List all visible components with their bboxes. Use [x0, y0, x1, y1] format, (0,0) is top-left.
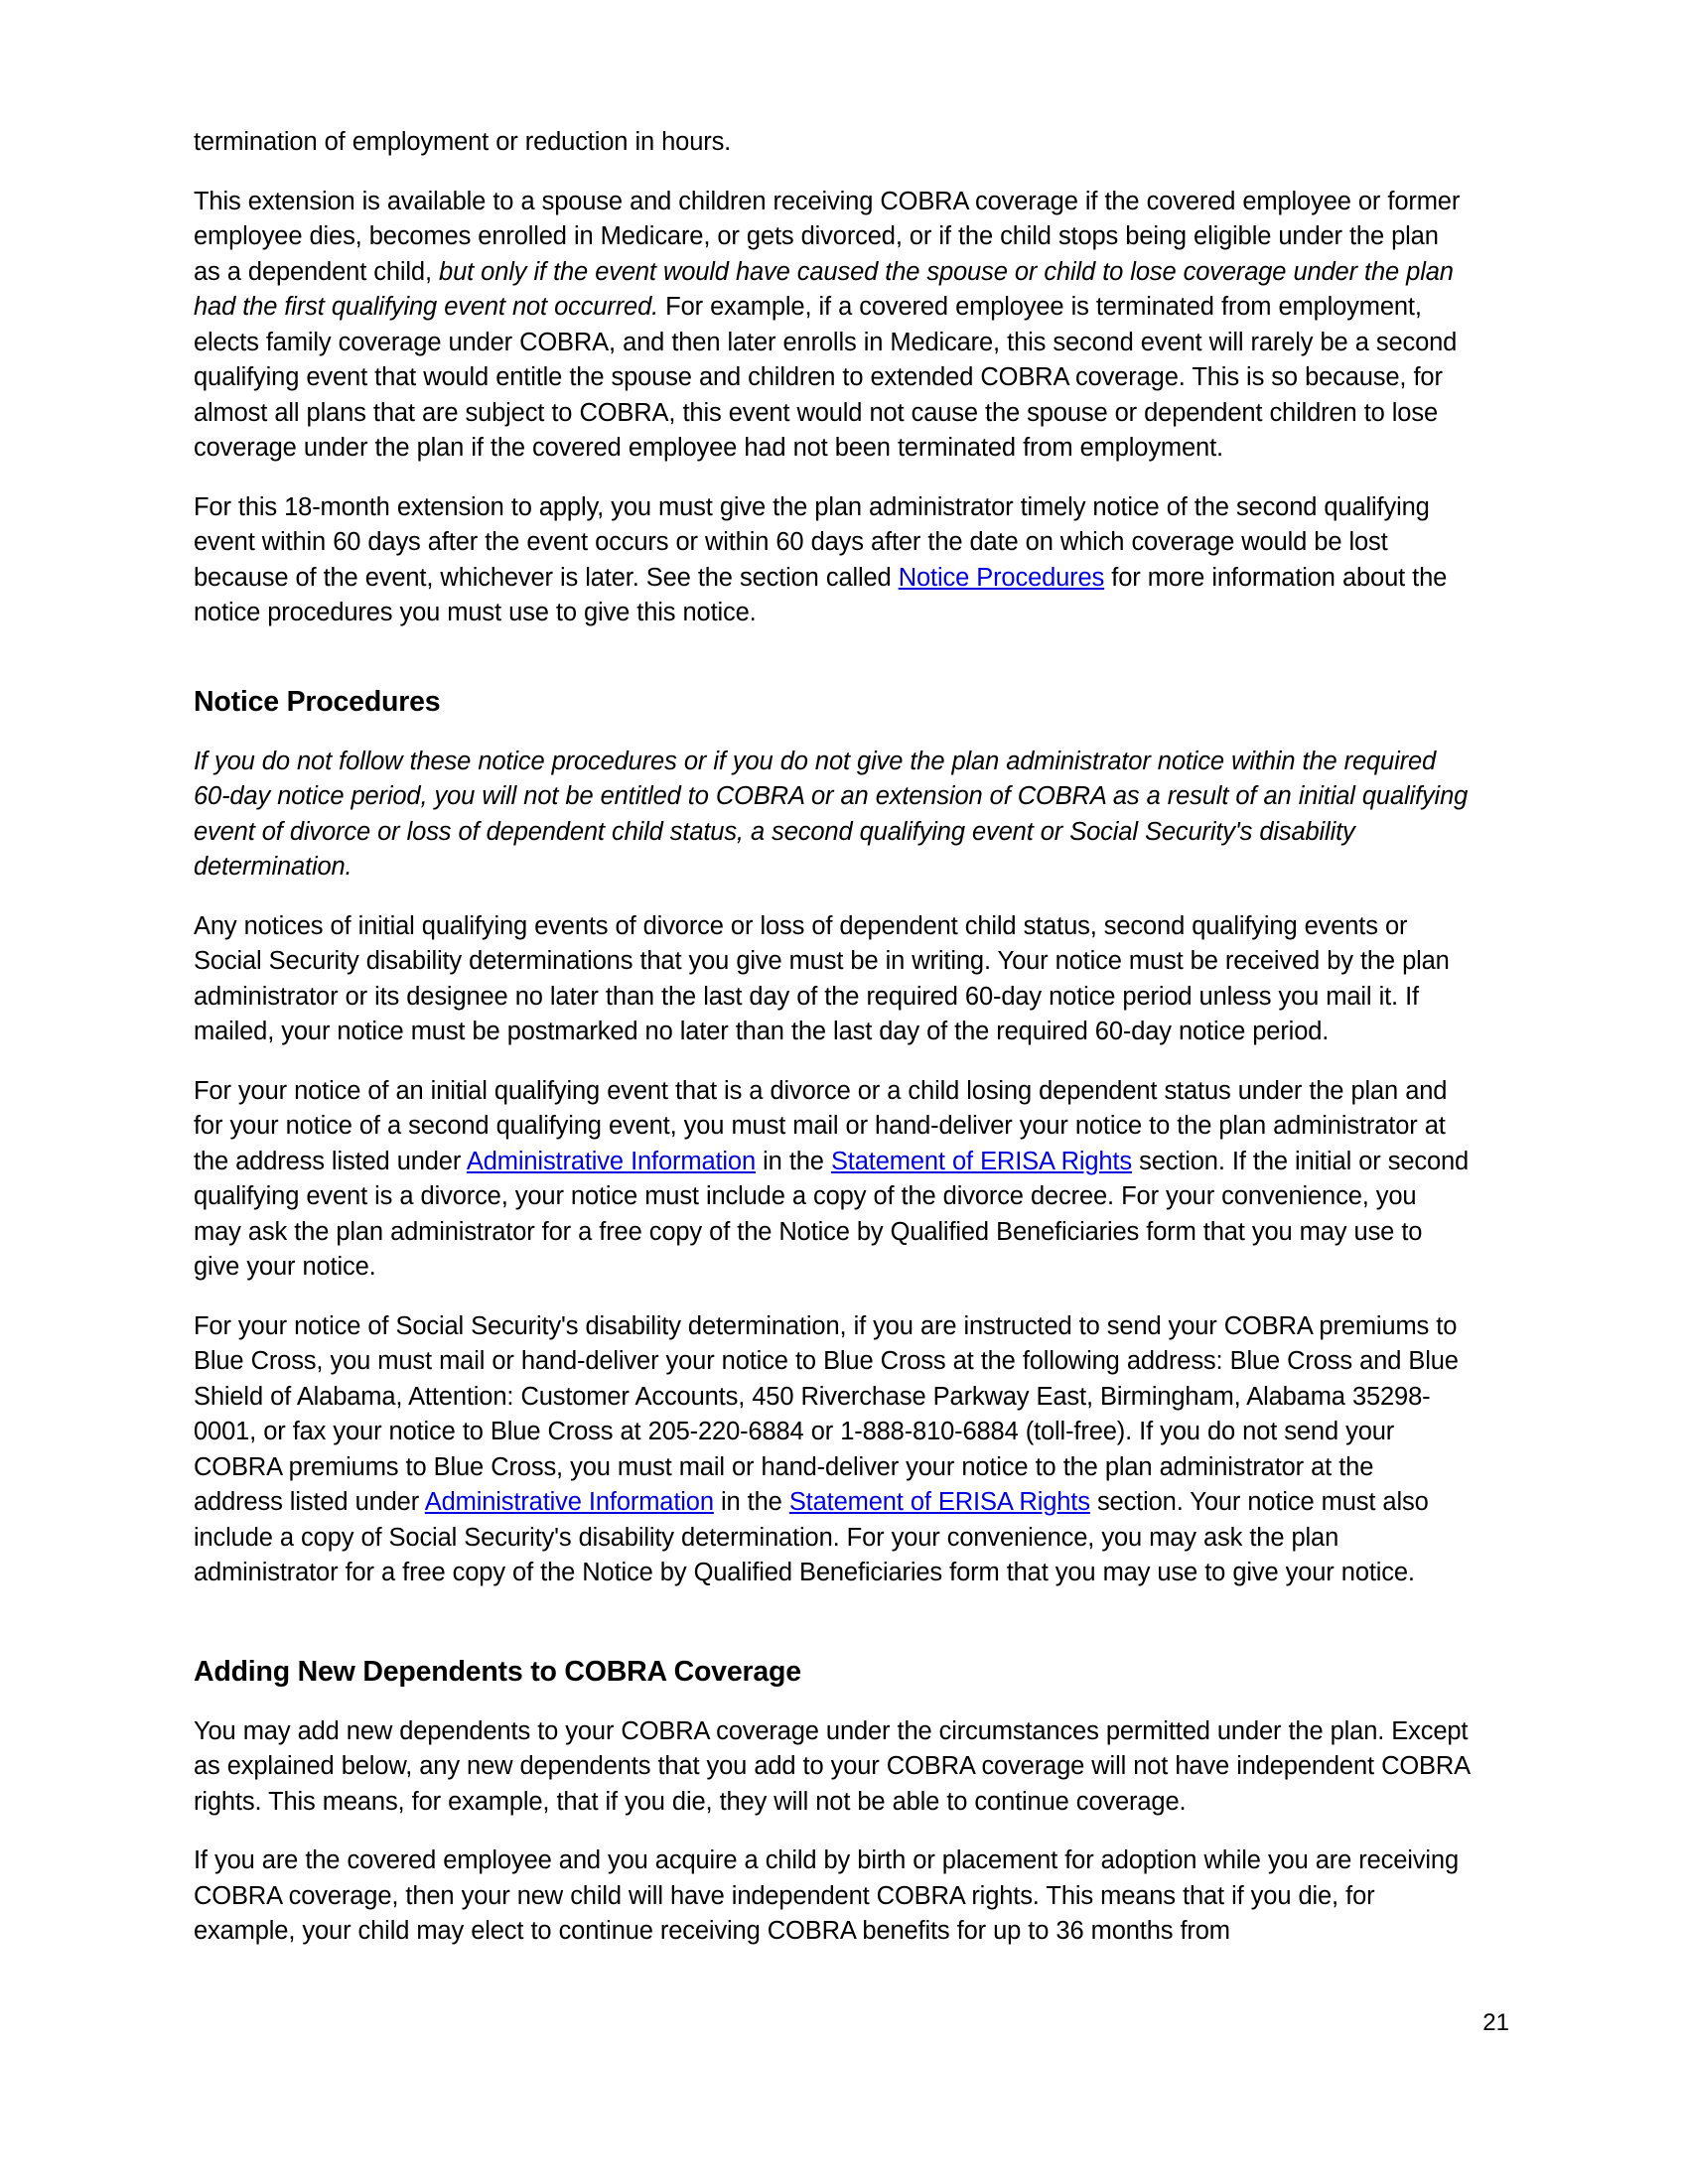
- heading-spacer-one: [194, 655, 1470, 685]
- paragraph-initial-qualifying-event-notice: [194, 1074, 1470, 1286]
- link-administrative-information-1[interactable]: Administrative Information: [466, 1147, 756, 1175]
- link-statement-of-erisa-rights-2[interactable]: Statement of ERISA Rights: [788, 1488, 1090, 1516]
- paragraph-ssdi-text-part3: section. Your notice must also include a copy of Social Security's disability determination. For your convenience, you may ask the plan administrator for a free copy of the Notice by Qualified Beneficiaries form that you may use to give your notice.: [194, 1488, 1429, 1586]
- paragraph-adding-dependents: You may add new dependents to your COBRA coverage under the circumstances permitted under the plan. Except as explained below, any new dependents that you add to your COBRA coverage will not have independent COBRA rights. This means, for example, that if you die, they will not be able to continue coverage.: [194, 1716, 1470, 1816]
- paragraph-extension-text-part2: For example, if a covered employee is terminated from employment, elects family coverage under COBRA, and then later enrolls in Medicare, this second event will rarely be a second qualifying event that would entitle the spouse and children to extended COBRA coverage. This is so because, for almost all plans that are subject to COBRA, this event would not cause the spouse or dependent children to lose coverage under the plan if the covered employee had not been terminated from employment.: [194, 293, 1458, 462]
- page-content-column: [194, 125, 1470, 1974]
- paragraph-initial-qe-text-part1: For your notice of an initial qualifying event that is a divorce or a child losing dependent status under the plan and for your notice of a second qualifying event, you must mail or hand-deliver your notice to the plan administrator at the address listed under: [194, 1076, 1448, 1175]
- paragraph-extension-text-part1: This extension is available to a spouse and children receiving COBRA coverage if the covered employee or former employee dies, becomes enrolled in Medicare, or gets divorced, or if the child stops being eligible under the plan as a dependent child,: [194, 187, 1461, 286]
- paragraph-ssdi-text-part2: in the: [713, 1488, 789, 1516]
- page-number: 21: [1482, 2009, 1509, 2036]
- paragraph-continuation: termination of employment or reduction in hours.: [194, 128, 732, 156]
- paragraph-18-month-extension: [194, 490, 1470, 631]
- paragraph-18-month-text-part2: for more information about the notice procedures you must use to give this notice.: [194, 563, 1448, 626]
- link-statement-of-erisa-rights-1[interactable]: Statement of ERISA Rights: [830, 1147, 1132, 1175]
- paragraph-18-month-text-part1: For this 18-month extension to apply, you must give the plan administrator timely notice of the second qualifying event within 60 days after the event occurs or within 60 days after the date on which coverage would be lost because of the event, whichever is later. See the section called: [194, 492, 1430, 592]
- paragraph-any-notices-writing: Any notices of initial qualifying events of divorce or loss of dependent child status, second qualifying events or Social Security disability determinations that you give must be in writing. Your notice must be received by the plan administrator or its designee no later than the last day of the required 60-day notice period unless you mail it. If mailed, your notice must be postmarked no later than the last day of the required 60-day notice period.: [194, 911, 1450, 1045]
- heading-spacer-two: [194, 1615, 1470, 1655]
- paragraph-initial-qe-text-part3: section. If the initial or second qualifying event is a divorce, your notice must include a copy of the divorce decree. For your convenience, you may ask the plan administrator for a free copy of the Notice by Qualified Beneficiaries form that you may use to give your notice.: [194, 1147, 1470, 1281]
- paragraph-ssdi-text-part1: For your notice of Social Security's disability determination, if you are instructed to send your COBRA premiums to Blue Cross, you must mail or hand-deliver your notice to Blue Cross at the following address: Blue Cross and Blue Shield of Alabama, Attention: Customer Accounts, 450 Riverchase Parkway East, Birmingham, Alabama 35298-0001, or fax your notice to Blue Cross at 205-220-6884 or 1-888-810-6884 (toll-free). If you do not send your COBRA premiums to Blue Cross, you must mail or hand-deliver your notice to the plan administrator at the address listed under: [194, 1311, 1459, 1516]
- paragraph-extension-italic-clause: but only if the event would have caused the spouse or child to lose coverage under the plan had the first qualifying event not occurred.: [194, 257, 1454, 321]
- link-notice-procedures[interactable]: Notice Procedures: [898, 563, 1105, 592]
- paragraph-new-child-independent-rights: If you are the covered employee and you acquire a child by birth or placement for adoption while you are receiving COBRA coverage, then your new child will have independent COBRA rights. This means that if you die, for example, your child may elect to continue receiving COBRA benefits for up to 36 months from: [194, 1846, 1459, 1945]
- paragraph-social-security-disability-notice: [194, 1309, 1470, 1591]
- paragraph-extension-availability: [194, 185, 1470, 467]
- heading-notice-procedures: Notice Procedures: [194, 685, 441, 718]
- paragraph-notice-procedures-warning: If you do not follow these notice procedures or if you do not give the plan administrator notice within the required 60-day notice period, you will not be entitled to COBRA or an extension of COBRA as a result of an initial qualifying event of divorce or loss of dependent child status, a second qualifying event or Social Security's disability determination.: [194, 747, 1469, 881]
- heading-adding-new-dependents: Adding New Dependents to COBRA Coverage: [194, 1655, 801, 1688]
- link-administrative-information-2[interactable]: Administrative Information: [424, 1488, 714, 1516]
- paragraph-initial-qe-text-part2: in the: [756, 1147, 831, 1175]
